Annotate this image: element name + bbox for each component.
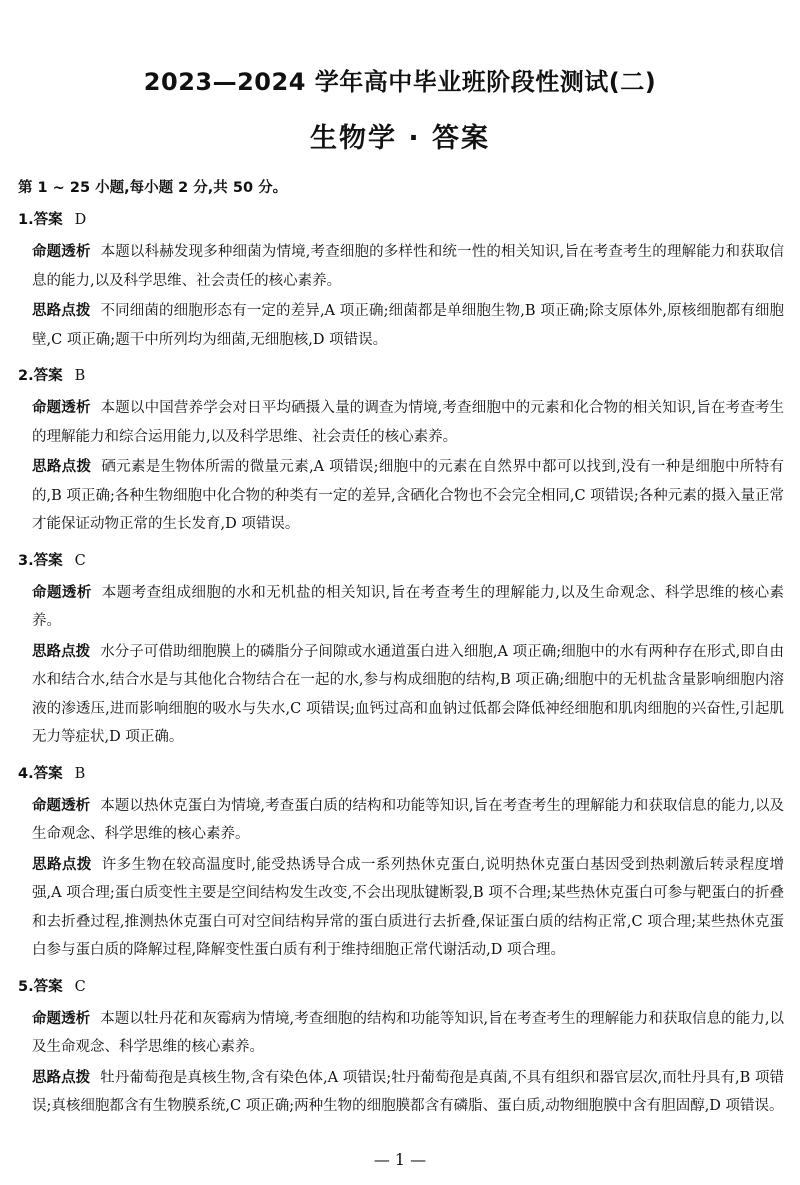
hint-paragraph	[18, 851, 784, 965]
section-intro: 第 1 ~ 25 小题,每小题 2 分,共 50 分。	[18, 180, 288, 196]
hint-paragraph	[18, 1064, 784, 1121]
question-list	[18, 208, 784, 1121]
analysis-paragraph	[18, 1005, 784, 1062]
analysis-label: 命题透析	[32, 244, 91, 260]
analysis-label: 命题透析	[32, 400, 91, 416]
analysis-paragraph	[18, 579, 784, 636]
hint-paragraph-text: 硒元素是生物体所需的微量元素,A 项错误;细胞中的元素在自然界中都可以找到,没有一种是细胞中所特有的,B 项正确;各种生物细胞中化合物的种类有一定的差异,含硒化合物也不会完全相同,C 项错误;各种元素的摄入量正常才能保证动物正常的生长发育,D 项错误。	[32, 459, 785, 532]
answer-label: 答案	[33, 552, 63, 569]
answer-letter: B	[74, 368, 86, 384]
answer-label: 答案	[33, 978, 63, 995]
question-item	[18, 208, 784, 354]
answer-line	[18, 208, 784, 232]
answer-line	[18, 762, 784, 786]
analysis-paragraph-text: 本题以热休克蛋白为情境,考查蛋白质的结构和功能等知识,旨在考查考生的理解能力和获取信息的能力,以及生命观念、科学思维的核心素养。	[32, 797, 785, 842]
question-number: 3.	[18, 552, 34, 569]
analysis-paragraph	[18, 238, 784, 295]
answer-letter: B	[74, 765, 86, 782]
answer-letter: C	[74, 978, 86, 995]
analysis-paragraph-text: 本题以中国营养学会对日平均硒摄入量的调查为情境,考查细胞中的元素和化合物的相关知识,旨在考查考生的理解能力和综合运用能力,以及科学思维、社会责任的核心素养。	[32, 400, 785, 445]
hint-paragraph	[18, 297, 784, 354]
answer-line	[18, 549, 784, 573]
question-number: 1.	[18, 212, 34, 228]
hint-label: 思路点拨	[32, 856, 92, 873]
answer-content	[18, 176, 784, 1131]
hint-paragraph	[18, 638, 784, 752]
analysis-paragraph	[18, 394, 784, 451]
answer-line	[18, 975, 784, 999]
answer-label: 答案	[33, 368, 63, 384]
question-item	[18, 975, 784, 1121]
answer-letter: C	[74, 552, 86, 569]
analysis-paragraph-text: 本题以科赫发现多种细菌为情境,考查细胞的多样性和统一性的相关知识,旨在考查考生的理解能力和获取信息的能力,以及科学思维、社会责任的核心素养。	[32, 244, 785, 289]
answer-label: 答案	[33, 765, 63, 782]
question-number: 2.	[18, 368, 34, 384]
page-number: — 1 —	[373, 1150, 427, 1169]
question-item	[18, 762, 784, 965]
hint-paragraph-text: 水分子可借助细胞膜上的磷脂分子间隙或水通道蛋白进入细胞,A 项正确;细胞中的水有两种存在形式,即自由水和结合水,结合水是与其他化合物结合在一起的水,参与构成细胞的结构,B 项正确;细胞中的无机盐含量影响细胞内溶液的渗透压,进而影响细胞的吸水与失水,C 项错误;血钙过高和血钠过低都会降低神经细胞和肌肉细胞的兴奋性,引起肌无力等症状,D 项正确。	[32, 643, 784, 745]
analysis-paragraph	[18, 792, 784, 849]
hint-paragraph-text: 不同细菌的细胞形态有一定的差异,A 项正确;细菌都是单细胞生物,B 项正确;除支原体外,原核细胞都有细胞壁,C 项正确;题干中所列均为细菌,无细胞核,D 项错误。	[32, 303, 784, 348]
answer-label: 答案	[33, 212, 63, 228]
hint-paragraph	[18, 453, 784, 539]
hint-label: 思路点拨	[32, 459, 92, 475]
hint-paragraph-text: 许多生物在较高温度时,能受热诱导合成一系列热休克蛋白,说明热休克蛋白基因受到热刺激后转录程度增强,A 项合理;蛋白质变性主要是空间结构发生改变,不会出现肽键断裂,B 项不合理;某些热休克蛋白可参与靶蛋白的折叠和去折叠过程,推测热休克蛋白可对空间结构异常的蛋白质进行去折叠,保证蛋白质的结构正常,C 项合理;某些热休克蛋白参与蛋白质的降解过程,降解变性蛋白质有利于维持细胞正常代谢活动,D 项合理。	[32, 856, 785, 958]
analysis-label: 命题透析	[32, 584, 92, 601]
analysis-label: 命题透析	[32, 797, 91, 814]
hint-label: 思路点拨	[32, 643, 91, 660]
answer-letter: D	[74, 212, 87, 228]
page-title: 2023—2024 学年高中毕业班阶段性测试(二)	[143, 68, 657, 96]
analysis-paragraph-text: 本题以牡丹花和灰霉病为情境,考查细胞的结构和功能等知识,旨在考查考生的理解能力和获取信息的能力,以及生命观念、科学思维的核心素养。	[32, 1010, 785, 1055]
answer-line	[18, 364, 784, 388]
hint-label: 思路点拨	[32, 1069, 91, 1086]
question-item	[18, 364, 784, 539]
analysis-paragraph-text: 本题考查组成细胞的水和无机盐的相关知识,旨在考查考生的理解能力,以及生命观念、科学思维的核心素养。	[32, 584, 785, 629]
hint-label: 思路点拨	[32, 303, 91, 319]
question-number: 4.	[18, 765, 34, 782]
page-subtitle: 生物学 · 答案	[309, 123, 491, 154]
question-number: 5.	[18, 978, 34, 995]
analysis-label: 命题透析	[32, 1010, 91, 1027]
hint-paragraph-text: 牡丹葡萄孢是真核生物,含有染色体,A 项错误;牡丹葡萄孢是真菌,不具有组织和器官层次,而牡丹具有,B 项错误;真核细胞都含有生物膜系统,C 项正确;两种生物的细胞膜都含有磷脂、蛋白质,动物细胞膜中含有胆固醇,D 项错误。	[32, 1069, 784, 1114]
question-item	[18, 549, 784, 752]
